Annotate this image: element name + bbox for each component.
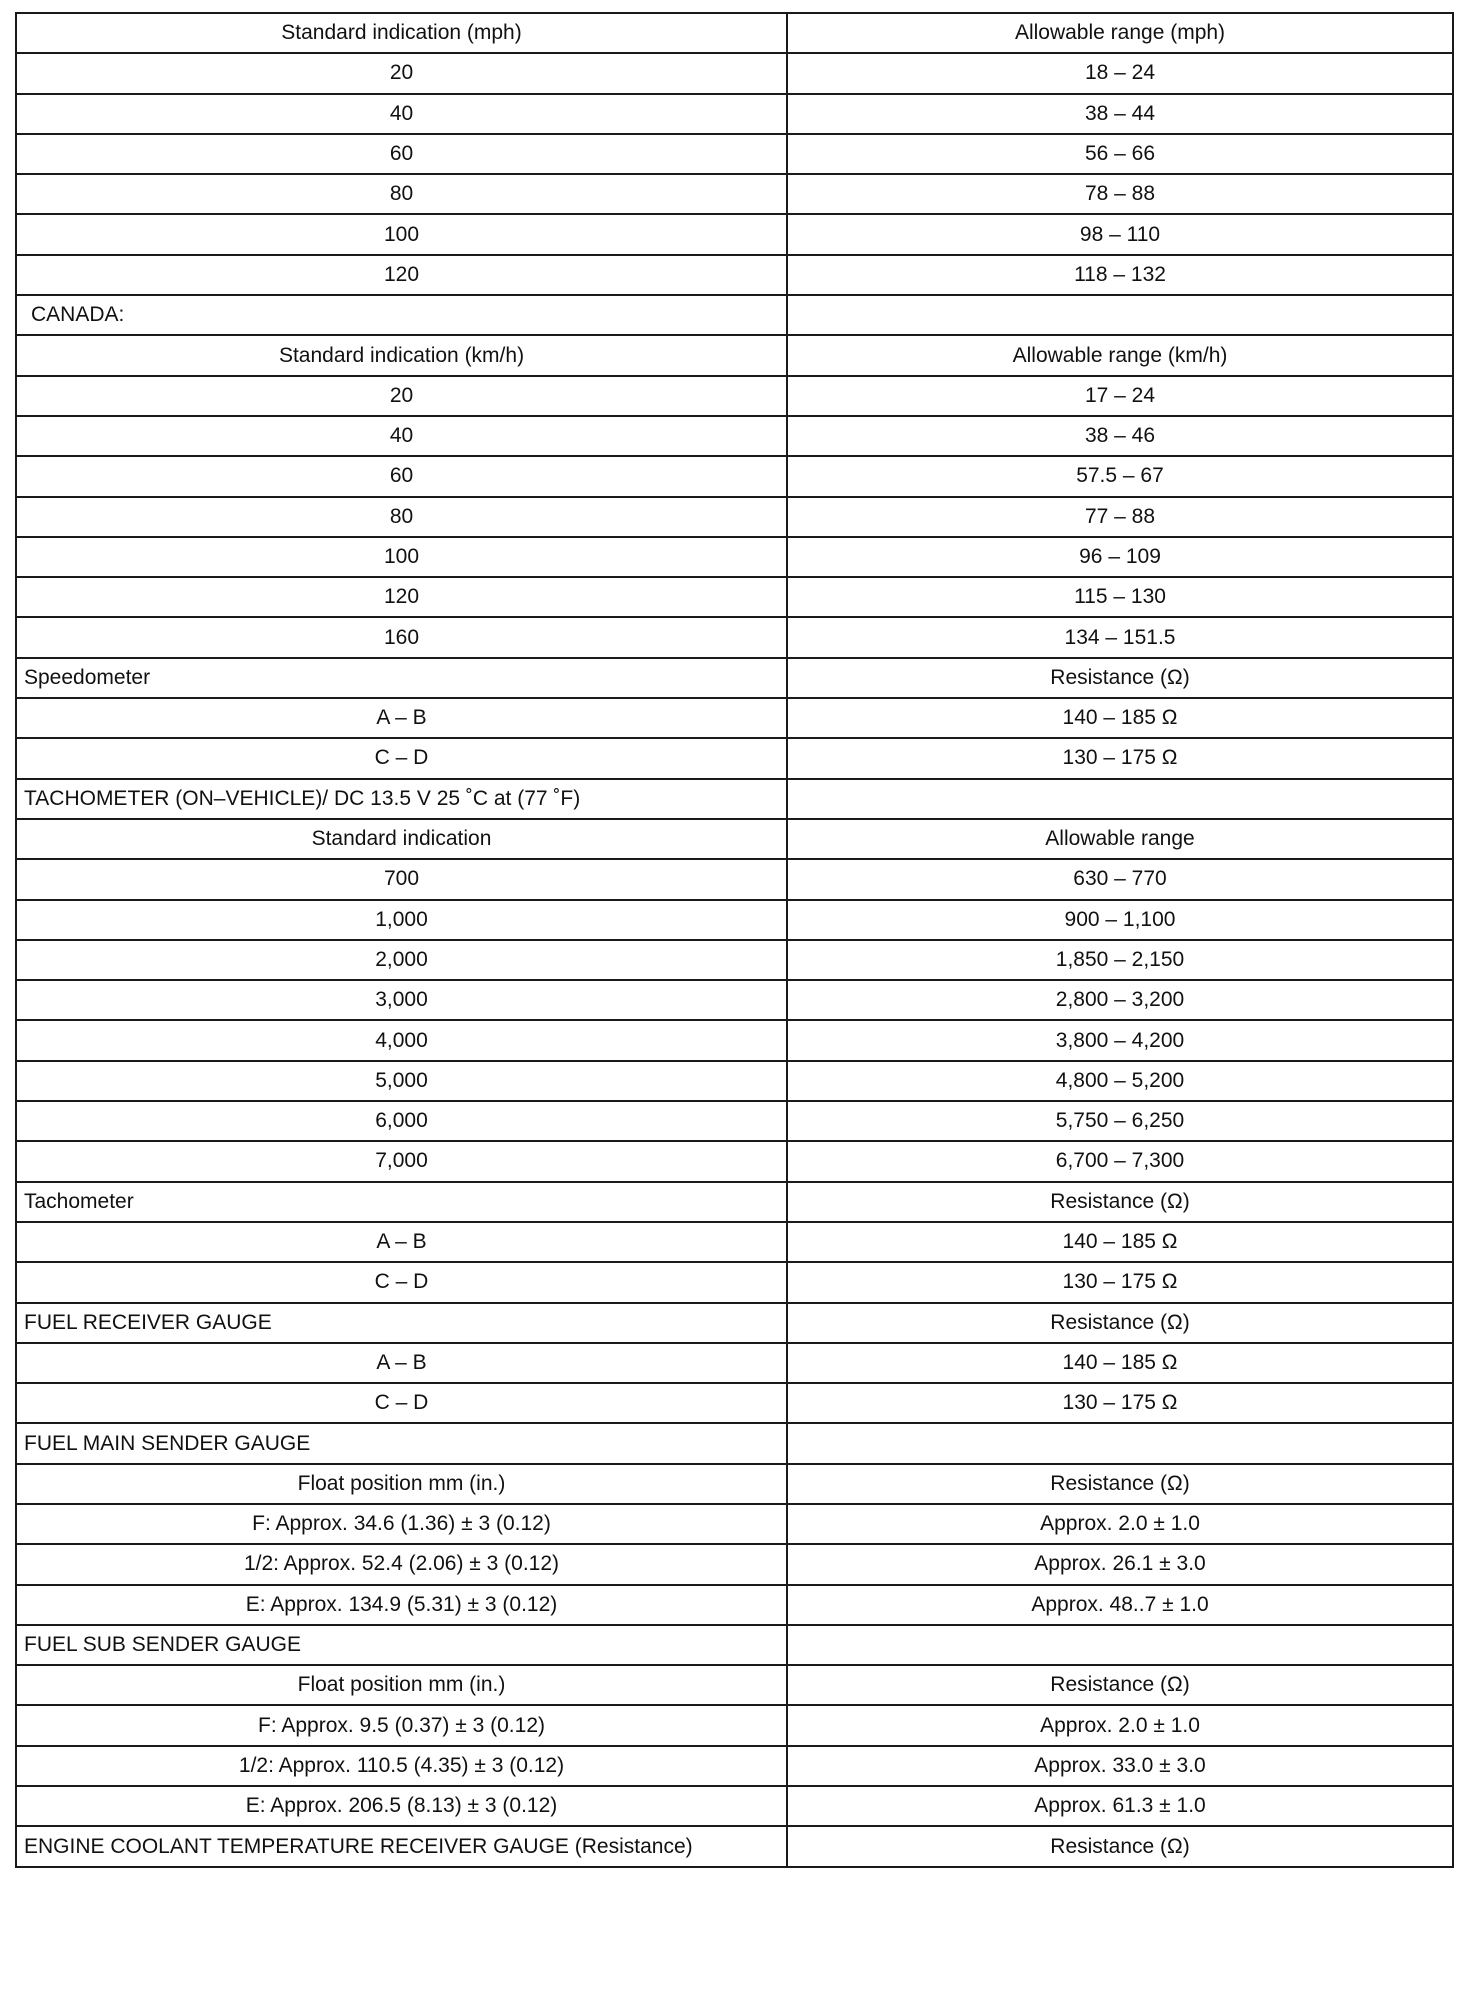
- range-cell: Approx. 26.1 ± 3.0: [787, 1544, 1453, 1584]
- range-cell: 130 – 175 Ω: [787, 1383, 1453, 1423]
- section-label-cell: TACHOMETER (ON–VEHICLE)/ DC 13.5 V 25 ˚C at (77 ˚F): [16, 779, 787, 819]
- range-cell: 3,800 – 4,200: [787, 1020, 1453, 1060]
- indication-cell: 160: [16, 617, 787, 657]
- range-cell: 1,850 – 2,150: [787, 940, 1453, 980]
- indication-cell: 80: [16, 174, 787, 214]
- range-cell: 56 – 66: [787, 134, 1453, 174]
- indication-cell: 2,000: [16, 940, 787, 980]
- table-row: [16, 13, 1453, 53]
- indication-cell: C – D: [16, 738, 787, 778]
- table-row: [16, 900, 1453, 940]
- indication-cell: 6,000: [16, 1101, 787, 1141]
- range-cell: 78 – 88: [787, 174, 1453, 214]
- range-cell: 96 – 109: [787, 537, 1453, 577]
- range-cell: Allowable range (km/h): [787, 335, 1453, 375]
- table-row: [16, 1826, 1453, 1866]
- range-cell: Approx. 2.0 ± 1.0: [787, 1504, 1453, 1544]
- table-row: [16, 1262, 1453, 1302]
- indication-cell: 20: [16, 376, 787, 416]
- range-cell: [787, 1625, 1453, 1665]
- range-cell: Resistance (Ω): [787, 1303, 1453, 1343]
- indication-cell: 100: [16, 537, 787, 577]
- indication-cell: 60: [16, 456, 787, 496]
- indication-cell: 700: [16, 859, 787, 899]
- table-row: [16, 214, 1453, 254]
- table-row: [16, 1464, 1453, 1504]
- range-cell: 140 – 185 Ω: [787, 698, 1453, 738]
- range-cell: 18 – 24: [787, 53, 1453, 93]
- table-row: [16, 1182, 1453, 1222]
- table-row: [16, 295, 1453, 335]
- table-row: [16, 1020, 1453, 1060]
- table-row: [16, 1746, 1453, 1786]
- gauge-specification-table: [15, 12, 1454, 1868]
- table-row: [16, 1061, 1453, 1101]
- indication-cell: 40: [16, 416, 787, 456]
- range-cell: [787, 295, 1453, 335]
- indication-cell: C – D: [16, 1383, 787, 1423]
- table-row: [16, 1423, 1453, 1463]
- indication-cell: F: Approx. 9.5 (0.37) ± 3 (0.12): [16, 1705, 787, 1745]
- table-row: [16, 1665, 1453, 1705]
- table-row: [16, 497, 1453, 537]
- section-label-cell: FUEL SUB SENDER GAUGE: [16, 1625, 787, 1665]
- range-cell: Approx. 33.0 ± 3.0: [787, 1746, 1453, 1786]
- table-row: [16, 416, 1453, 456]
- table-row: [16, 1705, 1453, 1745]
- table-row: [16, 940, 1453, 980]
- range-cell: [787, 1423, 1453, 1463]
- table-row: [16, 698, 1453, 738]
- range-cell: Resistance (Ω): [787, 1182, 1453, 1222]
- indication-cell: 40: [16, 94, 787, 134]
- range-cell: 6,700 – 7,300: [787, 1141, 1453, 1181]
- range-cell: 2,800 – 3,200: [787, 980, 1453, 1020]
- table-row: [16, 577, 1453, 617]
- range-cell: 630 – 770: [787, 859, 1453, 899]
- table-row: [16, 174, 1453, 214]
- table-row: [16, 1625, 1453, 1665]
- indication-cell: 100: [16, 214, 787, 254]
- range-cell: Allowable range (mph): [787, 13, 1453, 53]
- indication-cell: 60: [16, 134, 787, 174]
- indication-cell: 5,000: [16, 1061, 787, 1101]
- section-label-cell: Tachometer: [16, 1182, 787, 1222]
- table-row: [16, 1303, 1453, 1343]
- range-cell: Approx. 61.3 ± 1.0: [787, 1786, 1453, 1826]
- range-cell: 5,750 – 6,250: [787, 1101, 1453, 1141]
- spec-table-body: [16, 13, 1453, 1867]
- range-cell: Resistance (Ω): [787, 1665, 1453, 1705]
- table-row: [16, 1383, 1453, 1423]
- indication-cell: 1,000: [16, 900, 787, 940]
- indication-cell: Float position mm (in.): [16, 1665, 787, 1705]
- indication-cell: A – B: [16, 1343, 787, 1383]
- range-cell: 130 – 175 Ω: [787, 738, 1453, 778]
- section-label-cell: FUEL RECEIVER GAUGE: [16, 1303, 787, 1343]
- indication-cell: 7,000: [16, 1141, 787, 1181]
- table-row: [16, 819, 1453, 859]
- range-cell: Resistance (Ω): [787, 1464, 1453, 1504]
- indication-cell: 120: [16, 255, 787, 295]
- range-cell: 57.5 – 67: [787, 456, 1453, 496]
- indication-cell: 80: [16, 497, 787, 537]
- indication-cell: 4,000: [16, 1020, 787, 1060]
- range-cell: Approx. 48..7 ± 1.0: [787, 1585, 1453, 1625]
- table-row: [16, 134, 1453, 174]
- table-row: [16, 1343, 1453, 1383]
- table-row: [16, 859, 1453, 899]
- table-row: [16, 779, 1453, 819]
- table-row: [16, 658, 1453, 698]
- table-row: [16, 1585, 1453, 1625]
- indication-cell: Standard indication (km/h): [16, 335, 787, 375]
- range-cell: 38 – 46: [787, 416, 1453, 456]
- range-cell: Allowable range: [787, 819, 1453, 859]
- table-row: [16, 980, 1453, 1020]
- section-label-cell: ENGINE COOLANT TEMPERATURE RECEIVER GAUGE (Resistance): [16, 1826, 787, 1866]
- range-cell: Approx. 2.0 ± 1.0: [787, 1705, 1453, 1745]
- range-cell: 134 – 151.5: [787, 617, 1453, 657]
- indication-cell: 1/2: Approx. 110.5 (4.35) ± 3 (0.12): [16, 1746, 787, 1786]
- indication-cell: E: Approx. 206.5 (8.13) ± 3 (0.12): [16, 1786, 787, 1826]
- range-cell: 17 – 24: [787, 376, 1453, 416]
- table-row: [16, 1101, 1453, 1141]
- range-cell: 4,800 – 5,200: [787, 1061, 1453, 1101]
- range-cell: 140 – 185 Ω: [787, 1343, 1453, 1383]
- range-cell: 118 – 132: [787, 255, 1453, 295]
- indication-cell: C – D: [16, 1262, 787, 1302]
- table-row: [16, 1504, 1453, 1544]
- indication-cell: Float position mm (in.): [16, 1464, 787, 1504]
- spec-page: [15, 12, 1452, 1868]
- section-label-cell: Speedometer: [16, 658, 787, 698]
- indication-cell: Standard indication (mph): [16, 13, 787, 53]
- indication-cell: 20: [16, 53, 787, 93]
- indication-cell: 1/2: Approx. 52.4 (2.06) ± 3 (0.12): [16, 1544, 787, 1584]
- table-row: [16, 1544, 1453, 1584]
- range-cell: Resistance (Ω): [787, 1826, 1453, 1866]
- section-label-cell: FUEL MAIN SENDER GAUGE: [16, 1423, 787, 1463]
- indication-cell: E: Approx. 134.9 (5.31) ± 3 (0.12): [16, 1585, 787, 1625]
- range-cell: 98 – 110: [787, 214, 1453, 254]
- table-row: [16, 1141, 1453, 1181]
- table-row: [16, 537, 1453, 577]
- indication-cell: Standard indication: [16, 819, 787, 859]
- table-row: [16, 335, 1453, 375]
- range-cell: 77 – 88: [787, 497, 1453, 537]
- range-cell: 140 – 185 Ω: [787, 1222, 1453, 1262]
- range-cell: 130 – 175 Ω: [787, 1262, 1453, 1302]
- indication-cell: A – B: [16, 698, 787, 738]
- indication-cell: A – B: [16, 1222, 787, 1262]
- indication-cell: 3,000: [16, 980, 787, 1020]
- indication-cell: 120: [16, 577, 787, 617]
- table-row: [16, 738, 1453, 778]
- table-row: [16, 617, 1453, 657]
- section-label-cell: CANADA:: [16, 295, 787, 335]
- table-row: [16, 376, 1453, 416]
- range-cell: 38 – 44: [787, 94, 1453, 134]
- table-row: [16, 1222, 1453, 1262]
- table-row: [16, 456, 1453, 496]
- range-cell: 115 – 130: [787, 577, 1453, 617]
- range-cell: [787, 779, 1453, 819]
- range-cell: Resistance (Ω): [787, 658, 1453, 698]
- indication-cell: F: Approx. 34.6 (1.36) ± 3 (0.12): [16, 1504, 787, 1544]
- table-row: [16, 94, 1453, 134]
- table-row: [16, 255, 1453, 295]
- table-row: [16, 53, 1453, 93]
- range-cell: 900 – 1,100: [787, 900, 1453, 940]
- table-row: [16, 1786, 1453, 1826]
